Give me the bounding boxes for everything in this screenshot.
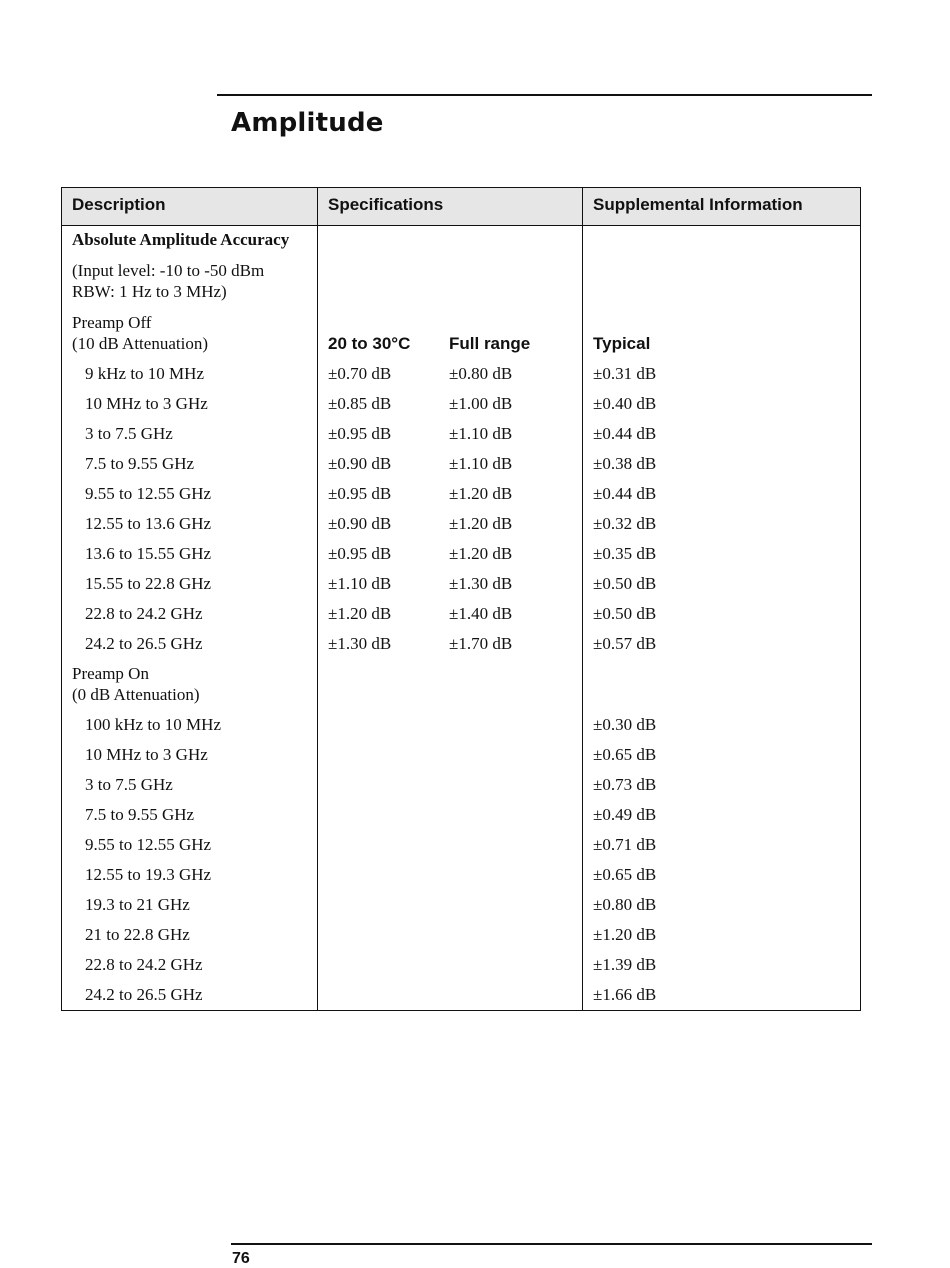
spec-20-30c-value: ±0.90 dB: [328, 514, 392, 533]
typical-value: ±0.50 dB: [593, 604, 657, 623]
frequency-range: 7.5 to 9.55 GHz: [85, 805, 195, 824]
spec-full-range-value: ±0.80 dB: [449, 364, 513, 383]
typical-value: ±0.65 dB: [593, 745, 657, 764]
typical-value: ±0.71 dB: [593, 835, 657, 854]
top-rule: [217, 94, 872, 96]
condition-rbw: RBW: 1 Hz to 3 MHz): [72, 282, 227, 301]
header-specifications: Specifications: [328, 195, 444, 214]
frequency-range: 15.55 to 22.8 GHz: [85, 574, 212, 593]
typical-value: ±0.40 dB: [593, 394, 657, 413]
typical-value: ±0.50 dB: [593, 574, 657, 593]
spec-20-30c-value: ±1.20 dB: [328, 604, 392, 623]
subheader-typical: Typical: [593, 334, 651, 353]
typical-value: ±1.66 dB: [593, 985, 657, 1004]
spec-full-range-value: ±1.40 dB: [449, 604, 513, 623]
spec-20-30c-value: ±1.10 dB: [328, 574, 392, 593]
amplitude-spec-table: [61, 187, 861, 1011]
spec-full-range-value: ±1.70 dB: [449, 634, 513, 653]
subheader-full-range: Full range: [449, 334, 531, 353]
typical-value: ±0.44 dB: [593, 484, 657, 503]
frequency-range: 9 kHz to 10 MHz: [85, 364, 204, 383]
spec-20-30c-value: ±0.70 dB: [328, 364, 392, 383]
typical-value: ±0.31 dB: [593, 364, 657, 383]
frequency-range: 13.6 to 15.55 GHz: [85, 544, 212, 563]
header-description: Description: [72, 195, 166, 214]
frequency-range: 22.8 to 24.2 GHz: [85, 955, 203, 974]
typical-value: ±0.44 dB: [593, 424, 657, 443]
spec-full-range-value: ±1.10 dB: [449, 454, 513, 473]
spec-20-30c-value: ±1.30 dB: [328, 634, 392, 653]
frequency-range: 12.55 to 19.3 GHz: [85, 865, 212, 884]
frequency-range: 9.55 to 12.55 GHz: [85, 835, 212, 854]
condition-input-level: (Input level: -10 to -50 dBm: [72, 261, 265, 280]
spec-20-30c-value: ±0.95 dB: [328, 484, 392, 503]
frequency-range: 24.2 to 26.5 GHz: [85, 985, 203, 1004]
typical-value: ±1.39 dB: [593, 955, 657, 974]
spec-full-range-value: ±1.20 dB: [449, 484, 513, 503]
typical-value: ±0.73 dB: [593, 775, 657, 794]
typical-value: ±0.80 dB: [593, 895, 657, 914]
frequency-range: 3 to 7.5 GHz: [85, 775, 173, 794]
frequency-range: 22.8 to 24.2 GHz: [85, 604, 203, 623]
preamp-on-attenuation: (0 dB Attenuation): [72, 685, 200, 704]
table-header-row: [62, 188, 860, 226]
spec-20-30c-value: ±0.90 dB: [328, 454, 392, 473]
typical-value: ±0.38 dB: [593, 454, 657, 473]
typical-value: ±0.49 dB: [593, 805, 657, 824]
frequency-range: 21 to 22.8 GHz: [85, 925, 190, 944]
frequency-range: 24.2 to 26.5 GHz: [85, 634, 203, 653]
preamp-off-label: Preamp Off: [72, 313, 152, 332]
typical-value: ±0.65 dB: [593, 865, 657, 884]
frequency-range: 12.55 to 13.6 GHz: [85, 514, 212, 533]
page-number: 76: [232, 1250, 250, 1267]
spec-20-30c-value: ±0.95 dB: [328, 424, 392, 443]
frequency-range: 10 MHz to 3 GHz: [85, 394, 208, 413]
typical-value: ±0.30 dB: [593, 715, 657, 734]
frequency-range: 9.55 to 12.55 GHz: [85, 484, 212, 503]
typical-value: ±0.35 dB: [593, 544, 657, 563]
column-divider: [317, 188, 318, 1010]
section-title: Absolute Amplitude Accuracy: [72, 230, 290, 249]
header-supplemental-information: Supplemental Information: [593, 195, 803, 214]
spec-full-range-value: ±1.10 dB: [449, 424, 513, 443]
spec-full-range-value: ±1.30 dB: [449, 574, 513, 593]
typical-value: ±1.20 dB: [593, 925, 657, 944]
bottom-rule: [231, 1243, 872, 1245]
frequency-range: 3 to 7.5 GHz: [85, 424, 173, 443]
spec-20-30c-value: ±0.95 dB: [328, 544, 392, 563]
page-title: Amplitude: [231, 108, 384, 138]
frequency-range: 7.5 to 9.55 GHz: [85, 454, 195, 473]
preamp-off-attenuation: (10 dB Attenuation): [72, 334, 208, 353]
spec-full-range-value: ±1.20 dB: [449, 544, 513, 563]
frequency-range: 100 kHz to 10 MHz: [85, 715, 221, 734]
subheader-20-30c: 20 to 30°C: [328, 334, 411, 353]
typical-value: ±0.57 dB: [593, 634, 657, 653]
typical-value: ±0.32 dB: [593, 514, 657, 533]
spec-20-30c-value: ±0.85 dB: [328, 394, 392, 413]
frequency-range: 10 MHz to 3 GHz: [85, 745, 208, 764]
spec-full-range-value: ±1.00 dB: [449, 394, 513, 413]
frequency-range: 19.3 to 21 GHz: [85, 895, 190, 914]
column-divider: [582, 188, 583, 1010]
preamp-on-label: Preamp On: [72, 664, 149, 683]
spec-full-range-value: ±1.20 dB: [449, 514, 513, 533]
